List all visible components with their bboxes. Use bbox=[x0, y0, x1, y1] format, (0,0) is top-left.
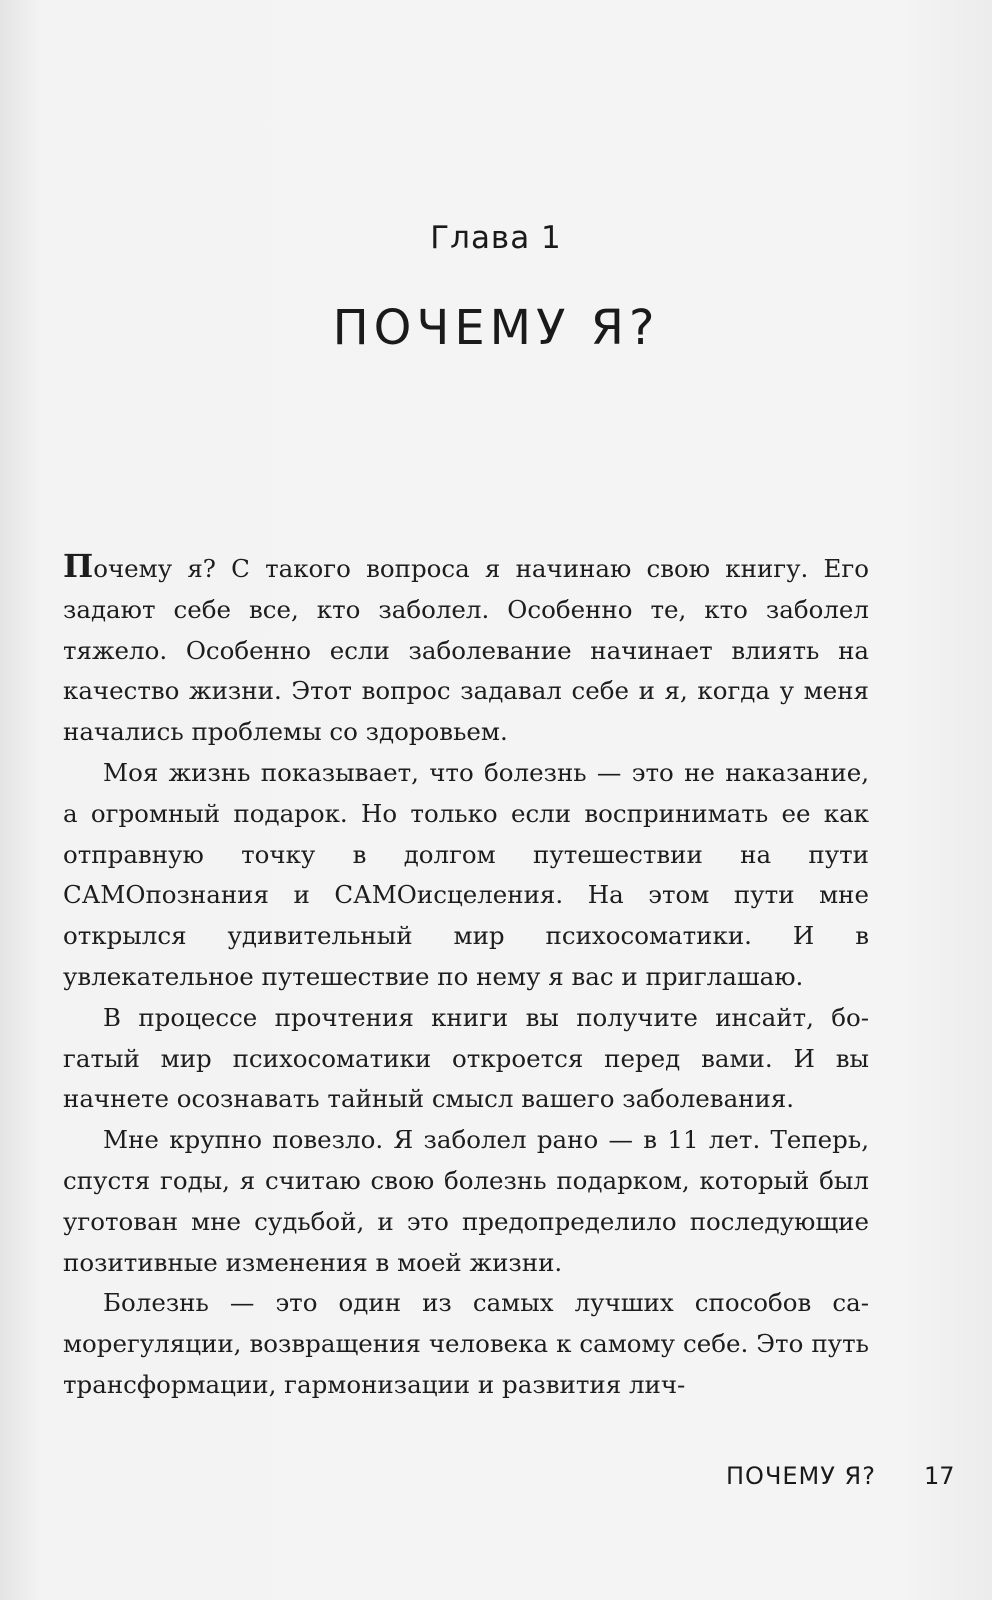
paragraph-2: Моя жизнь показывает, что болезнь — это не наказание, а огромный подарок. Но только если воспринимать ее как отправную точку в долгом путешествии на пути САМОпознания и САМОисцеления. На этом пути мне открылся удивительный мир психосоматики. И в увлекательное путешествие по нему я вас и приглашаю. bbox=[63, 757, 869, 991]
chapter-label: Глава 1 bbox=[430, 220, 562, 256]
body-text bbox=[63, 546, 869, 1406]
drop-letter: П bbox=[63, 547, 94, 585]
chapter-title: ПОЧЕМУ Я? bbox=[332, 300, 660, 356]
page-number: 17 bbox=[924, 1462, 955, 1490]
paragraph-5: Болезнь — это один из самых лучших способов саморегуляции, возвращения человека к самому себе. Это путь трансформации, гармонизации и развития лич- bbox=[63, 1288, 869, 1399]
paragraph-1 bbox=[63, 546, 869, 753]
paragraph-3: В процессе прочтения книги вы получите инсайт, богатый мир психосоматики откроется перед вами. И вы начнете осознавать тайный смысл вашего заболевания. bbox=[63, 1002, 869, 1114]
running-head: ПОЧЕМУ Я? bbox=[726, 1462, 876, 1490]
paragraph-1-text: очему я? С такого вопроса я начинаю свою книгу. Его задают себе все, кто заболел. Особенно те, кто заболел тяжело. Особенно если заболевание начинает влиять на качество жизни. Этот вопрос задавал себе и я, когда у меня начались проблемы со здоровьем. bbox=[63, 554, 869, 747]
paragraph-4: Мне крупно повезло. Я заболел рано — в 11 лет. Теперь, спустя годы, я считаю свою болезнь подарком, который был уготован мне судьбой, и это предопределило последующие позитивные изменения в моей жизни. bbox=[63, 1125, 869, 1277]
